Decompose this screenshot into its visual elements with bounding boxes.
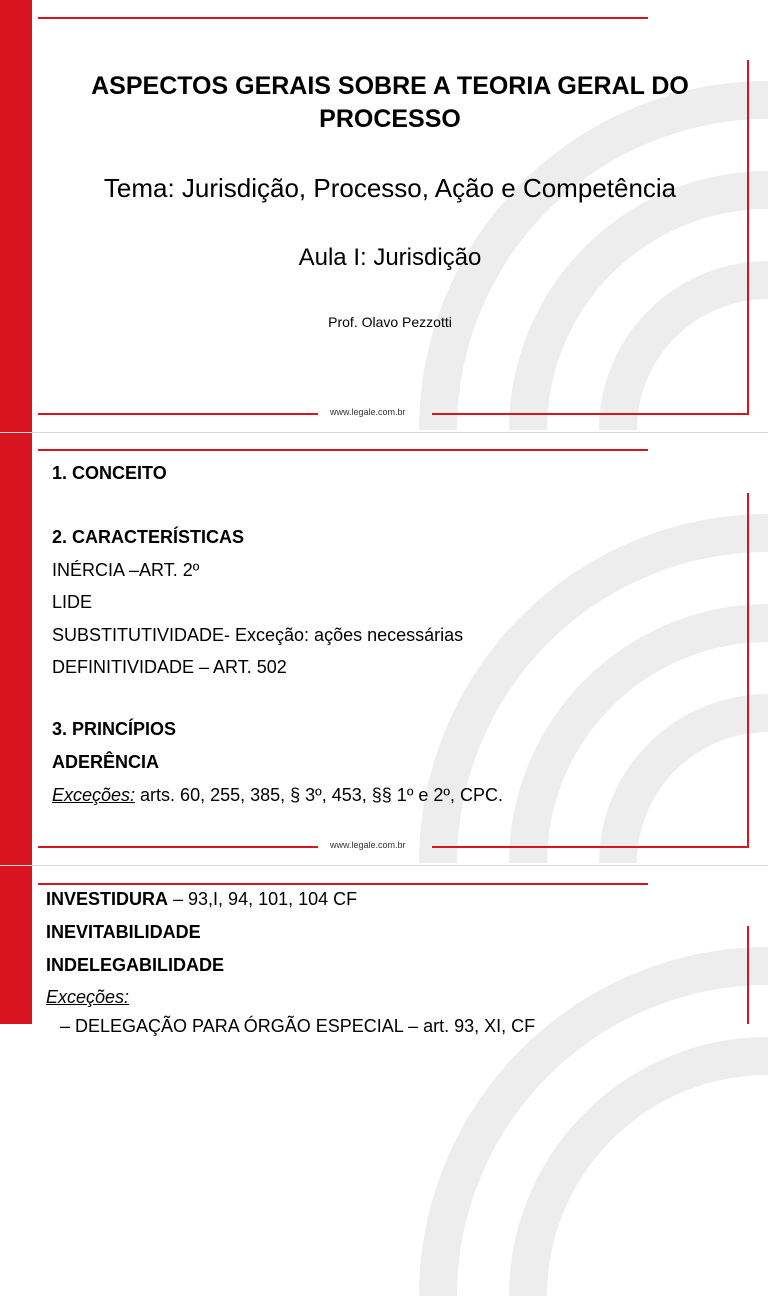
item-indelegabilidade: INDELEGABILIDADE (46, 955, 225, 975)
item-inercia: INÉRCIA –ART. 2º (52, 560, 200, 580)
lesson-title: Aula I: Jurisdição (298, 244, 482, 271)
section-principios: 3. PRINCÍPIOS (52, 719, 177, 739)
item-definitividade: DEFINITIVIDADE – ART. 502 (52, 657, 287, 677)
watermark-arcs-icon (408, 926, 768, 1306)
investidura-label: INVESTIDURA (46, 889, 169, 909)
partial-line: – DELEGAÇÃO PARA ÓRGÃO ESPECIAL – art. 93, XI, CF (60, 1016, 536, 1036)
section-caracteristicas: 2. CARACTERÍSTICAS (52, 527, 245, 547)
item-aderencia: ADERÊNCIA (52, 752, 160, 772)
excecoes-label: Exceções: (52, 785, 136, 805)
section-conceito: 1. CONCEITO (52, 463, 167, 483)
excecoes-label: Exceções: (46, 987, 130, 1007)
slide-title-line1: ASPECTOS GERAIS SOBRE A TEORIA GERAL DO (91, 72, 689, 100)
right-red-line (747, 926, 749, 1024)
left-red-bar (0, 433, 32, 865)
top-red-line (38, 449, 648, 451)
right-red-line (747, 60, 749, 414)
slide-title-line2: PROCESSO (319, 105, 461, 133)
top-red-line (38, 17, 648, 19)
slide-subtitle: Tema: Jurisdição, Processo, Ação e Competência (103, 173, 677, 203)
footer-url: www.legale.com.br (330, 407, 406, 417)
item-lide: LIDE (52, 592, 93, 612)
right-red-line (747, 493, 749, 847)
slide-content-2 (0, 866, 768, 1036)
bottom-red-line-right (432, 413, 749, 415)
investidura-text: – 93,I, 94, 101, 104 CF (168, 889, 358, 909)
bottom-red-line-left (38, 413, 318, 415)
bottom-red-line-right (432, 846, 749, 848)
bottom-red-line-left (38, 846, 318, 848)
watermark-arcs-icon (408, 493, 768, 873)
footer-url: www.legale.com.br (330, 840, 406, 850)
left-red-bar (0, 866, 32, 1024)
item-inevitabilidade: INEVITABILIDADE (46, 922, 201, 942)
excecoes-text: arts. 60, 255, 385, § 3º, 453, §§ 1º e 2º, CPC. (135, 785, 503, 805)
item-substitutividade: SUBSTITUTIVIDADE- Exceção: ações necessárias (52, 625, 464, 645)
investidura-line (46, 889, 357, 910)
author-name: Prof. Olavo Pezzotti (328, 314, 452, 330)
top-red-line (38, 883, 648, 885)
slide-content-1 (0, 433, 768, 865)
left-red-bar (0, 0, 32, 432)
excecoes-line (52, 785, 503, 806)
slide-title (0, 0, 768, 432)
